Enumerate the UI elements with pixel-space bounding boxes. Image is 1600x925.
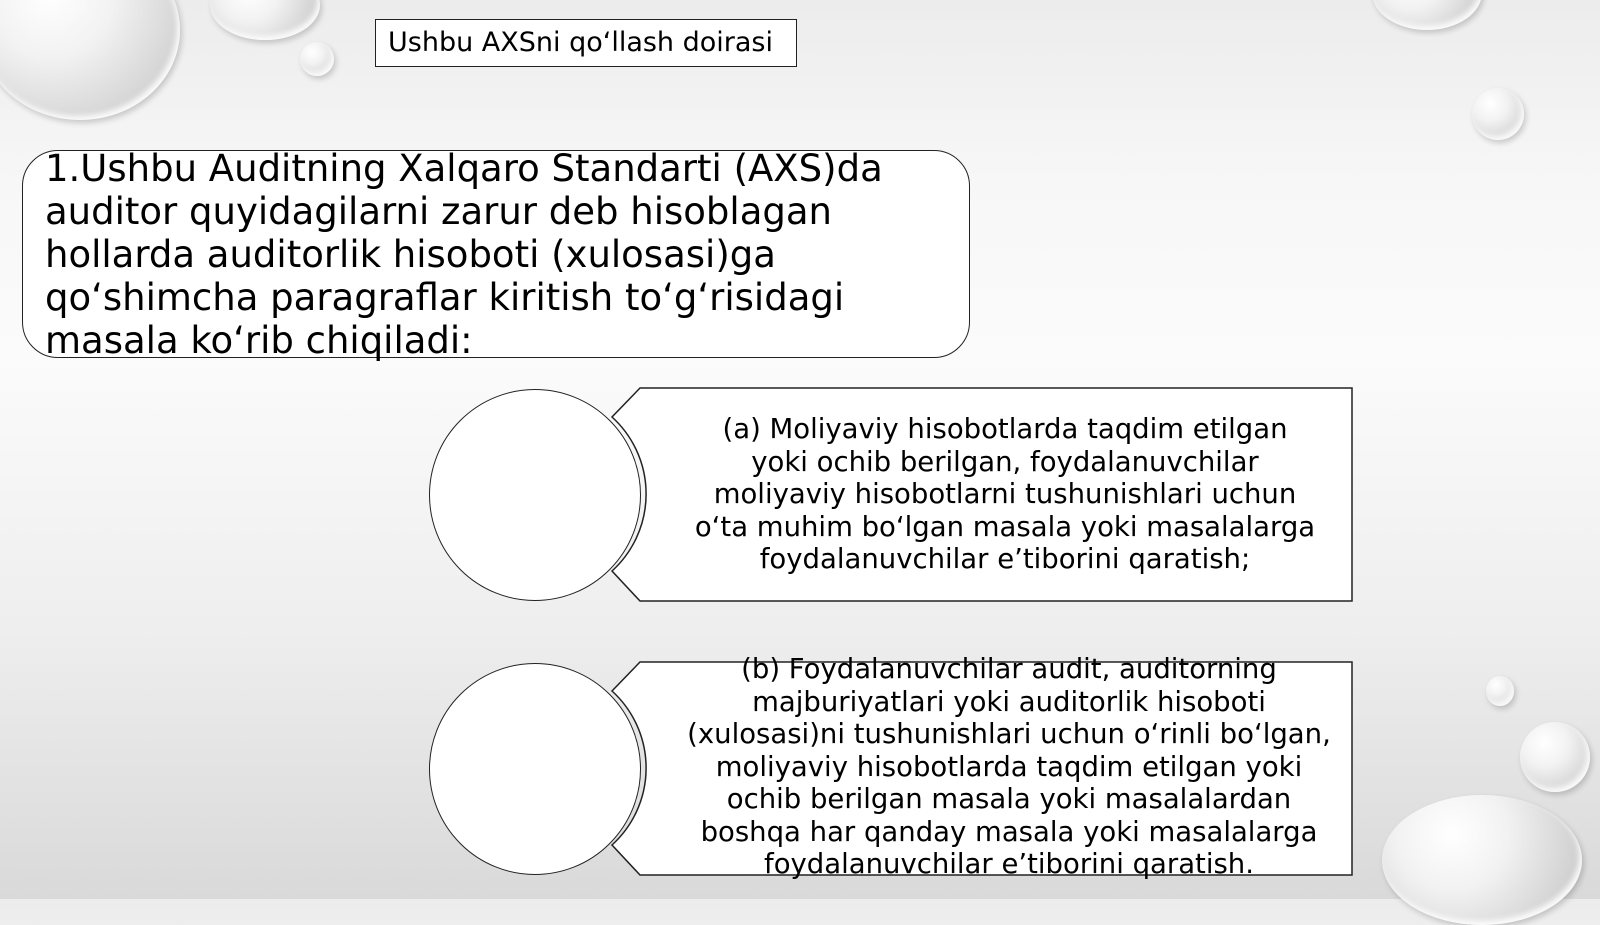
item-b-text: (b) Foydalanuvchilar audit, auditorning majburiyatlari yoki auditorlik hisoboti (xulosasi)ni tushunishlari uchun o‘rinli bo‘lgan, moliyaviy hisobotlarda taqdim etilgan yoki ochib berilgan masala yoki masalalardan boshqa har qanday masala yoki masalalarga foydalanuvchilar e’tiborini qaratish. <box>687 653 1331 880</box>
water-drop-decoration <box>1372 0 1482 30</box>
item-a-text: (a) Moliyaviy hisobotlarda taqdim etilgan yoki ochib berilgan, foydalanuvchilar moliyaviy hisobotlarni tushunishlari uchun o‘ta muhim bo‘lgan masala yoki masalalarga foydalanuvchilar e’tiborini qaratish; <box>694 413 1316 575</box>
water-drop-decoration <box>1472 88 1524 140</box>
intro-box <box>22 147 970 362</box>
slide-title: Ushbu AXSni qo‘llash doirasi <box>375 19 797 67</box>
water-drop-decoration <box>210 0 320 40</box>
water-drop-decoration <box>1382 795 1582 925</box>
intro-text: 1.Ushbu Auditning Xalqaro Standarti (AXS)da auditor quyidagilarni zarur deb hisoblagan hollarda auditorlik hisoboti (xulosasi)ga qo‘shimcha paragraflar kiritish to‘g‘risidagi masala ko‘rib chiqiladi: <box>45 147 883 362</box>
water-drop-decoration <box>0 0 180 120</box>
water-drop-decoration <box>300 42 334 76</box>
water-drop-decoration <box>1486 676 1514 706</box>
water-drop-decoration <box>1520 722 1590 792</box>
